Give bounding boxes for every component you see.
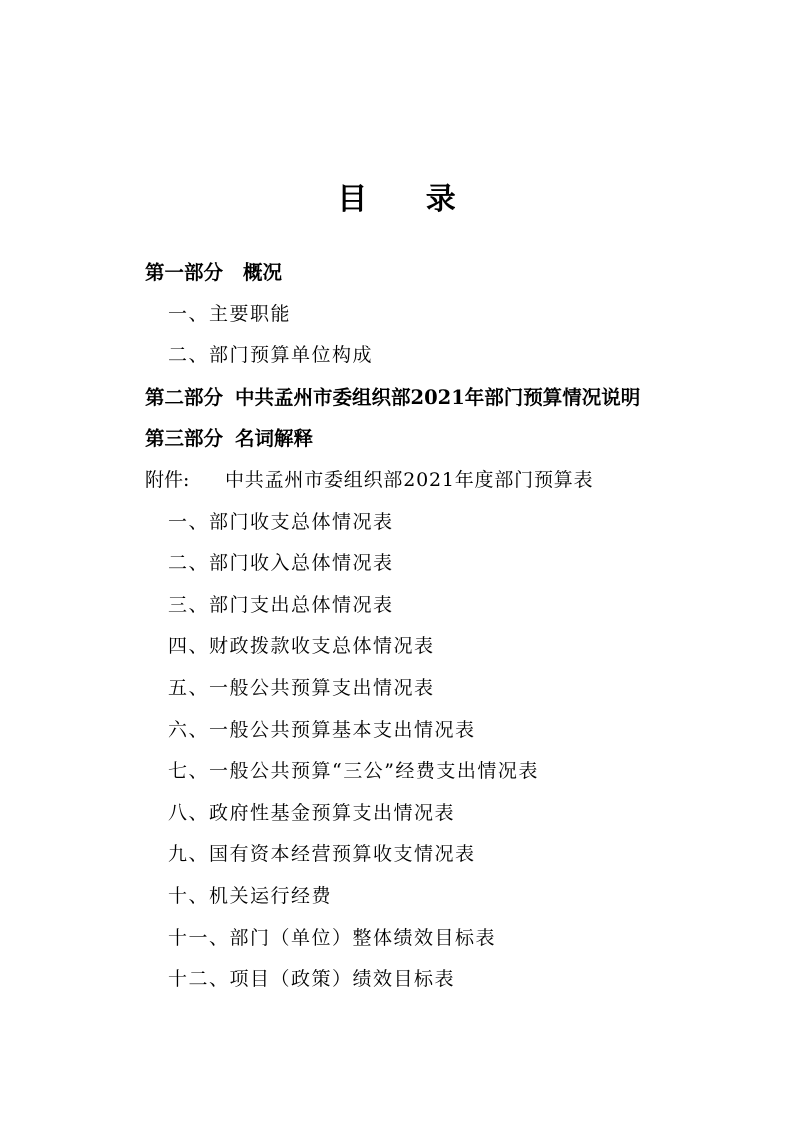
toc-item[interactable]: 十二、项目（政策）绩效目标表 [168, 968, 456, 991]
toc-item[interactable]: 十、机关运行经费 [168, 884, 333, 907]
toc-part-3[interactable] [145, 418, 765, 460]
toc-item[interactable]: 二、部门收入总体情况表 [168, 552, 394, 575]
toc-item[interactable]: 十一、部门（单位）整体绩效目标表 [168, 926, 497, 949]
table-of-contents [145, 252, 765, 1001]
toc-item[interactable]: 三、部门支出总体情况表 [168, 593, 394, 616]
part-name: 概况 [243, 261, 283, 284]
part-name: 名词解释 [235, 427, 314, 451]
part-label: 第一部分 [145, 261, 224, 284]
toc-attachment[interactable] [145, 460, 765, 502]
part-label: 第三部分 [145, 427, 224, 451]
page-title: 目 录 [337, 182, 480, 217]
toc-part-2[interactable] [145, 377, 765, 419]
part-label: 第二部分 [145, 385, 224, 409]
toc-item[interactable]: 五、一般公共预算支出情况表 [168, 676, 435, 699]
toc-item[interactable]: 八、政府性基金预算支出情况表 [168, 801, 456, 824]
toc-item[interactable]: 一、部门收支总体情况表 [168, 510, 394, 533]
toc-item[interactable]: 四、财政拨款收支总体情况表 [168, 635, 435, 658]
toc-item[interactable]: 二、部门预算单位构成 [168, 344, 374, 367]
part-name: 中共孟州市委组织部2021年部门预算情况说明 [235, 385, 641, 409]
toc-item[interactable]: 六、一般公共预算基本支出情况表 [168, 718, 476, 741]
toc-item[interactable]: 七、一般公共预算“三公”经费支出情况表 [168, 760, 539, 783]
attachment-label: 附件: [145, 468, 190, 491]
toc-item[interactable]: 一、主要职能 [168, 302, 292, 325]
attachment-title: 中共孟州市委组织部2021年度部门预算表 [225, 468, 594, 491]
toc-part-1[interactable] [145, 252, 765, 294]
toc-item[interactable]: 九、国有资本经营预算收支情况表 [168, 843, 476, 866]
